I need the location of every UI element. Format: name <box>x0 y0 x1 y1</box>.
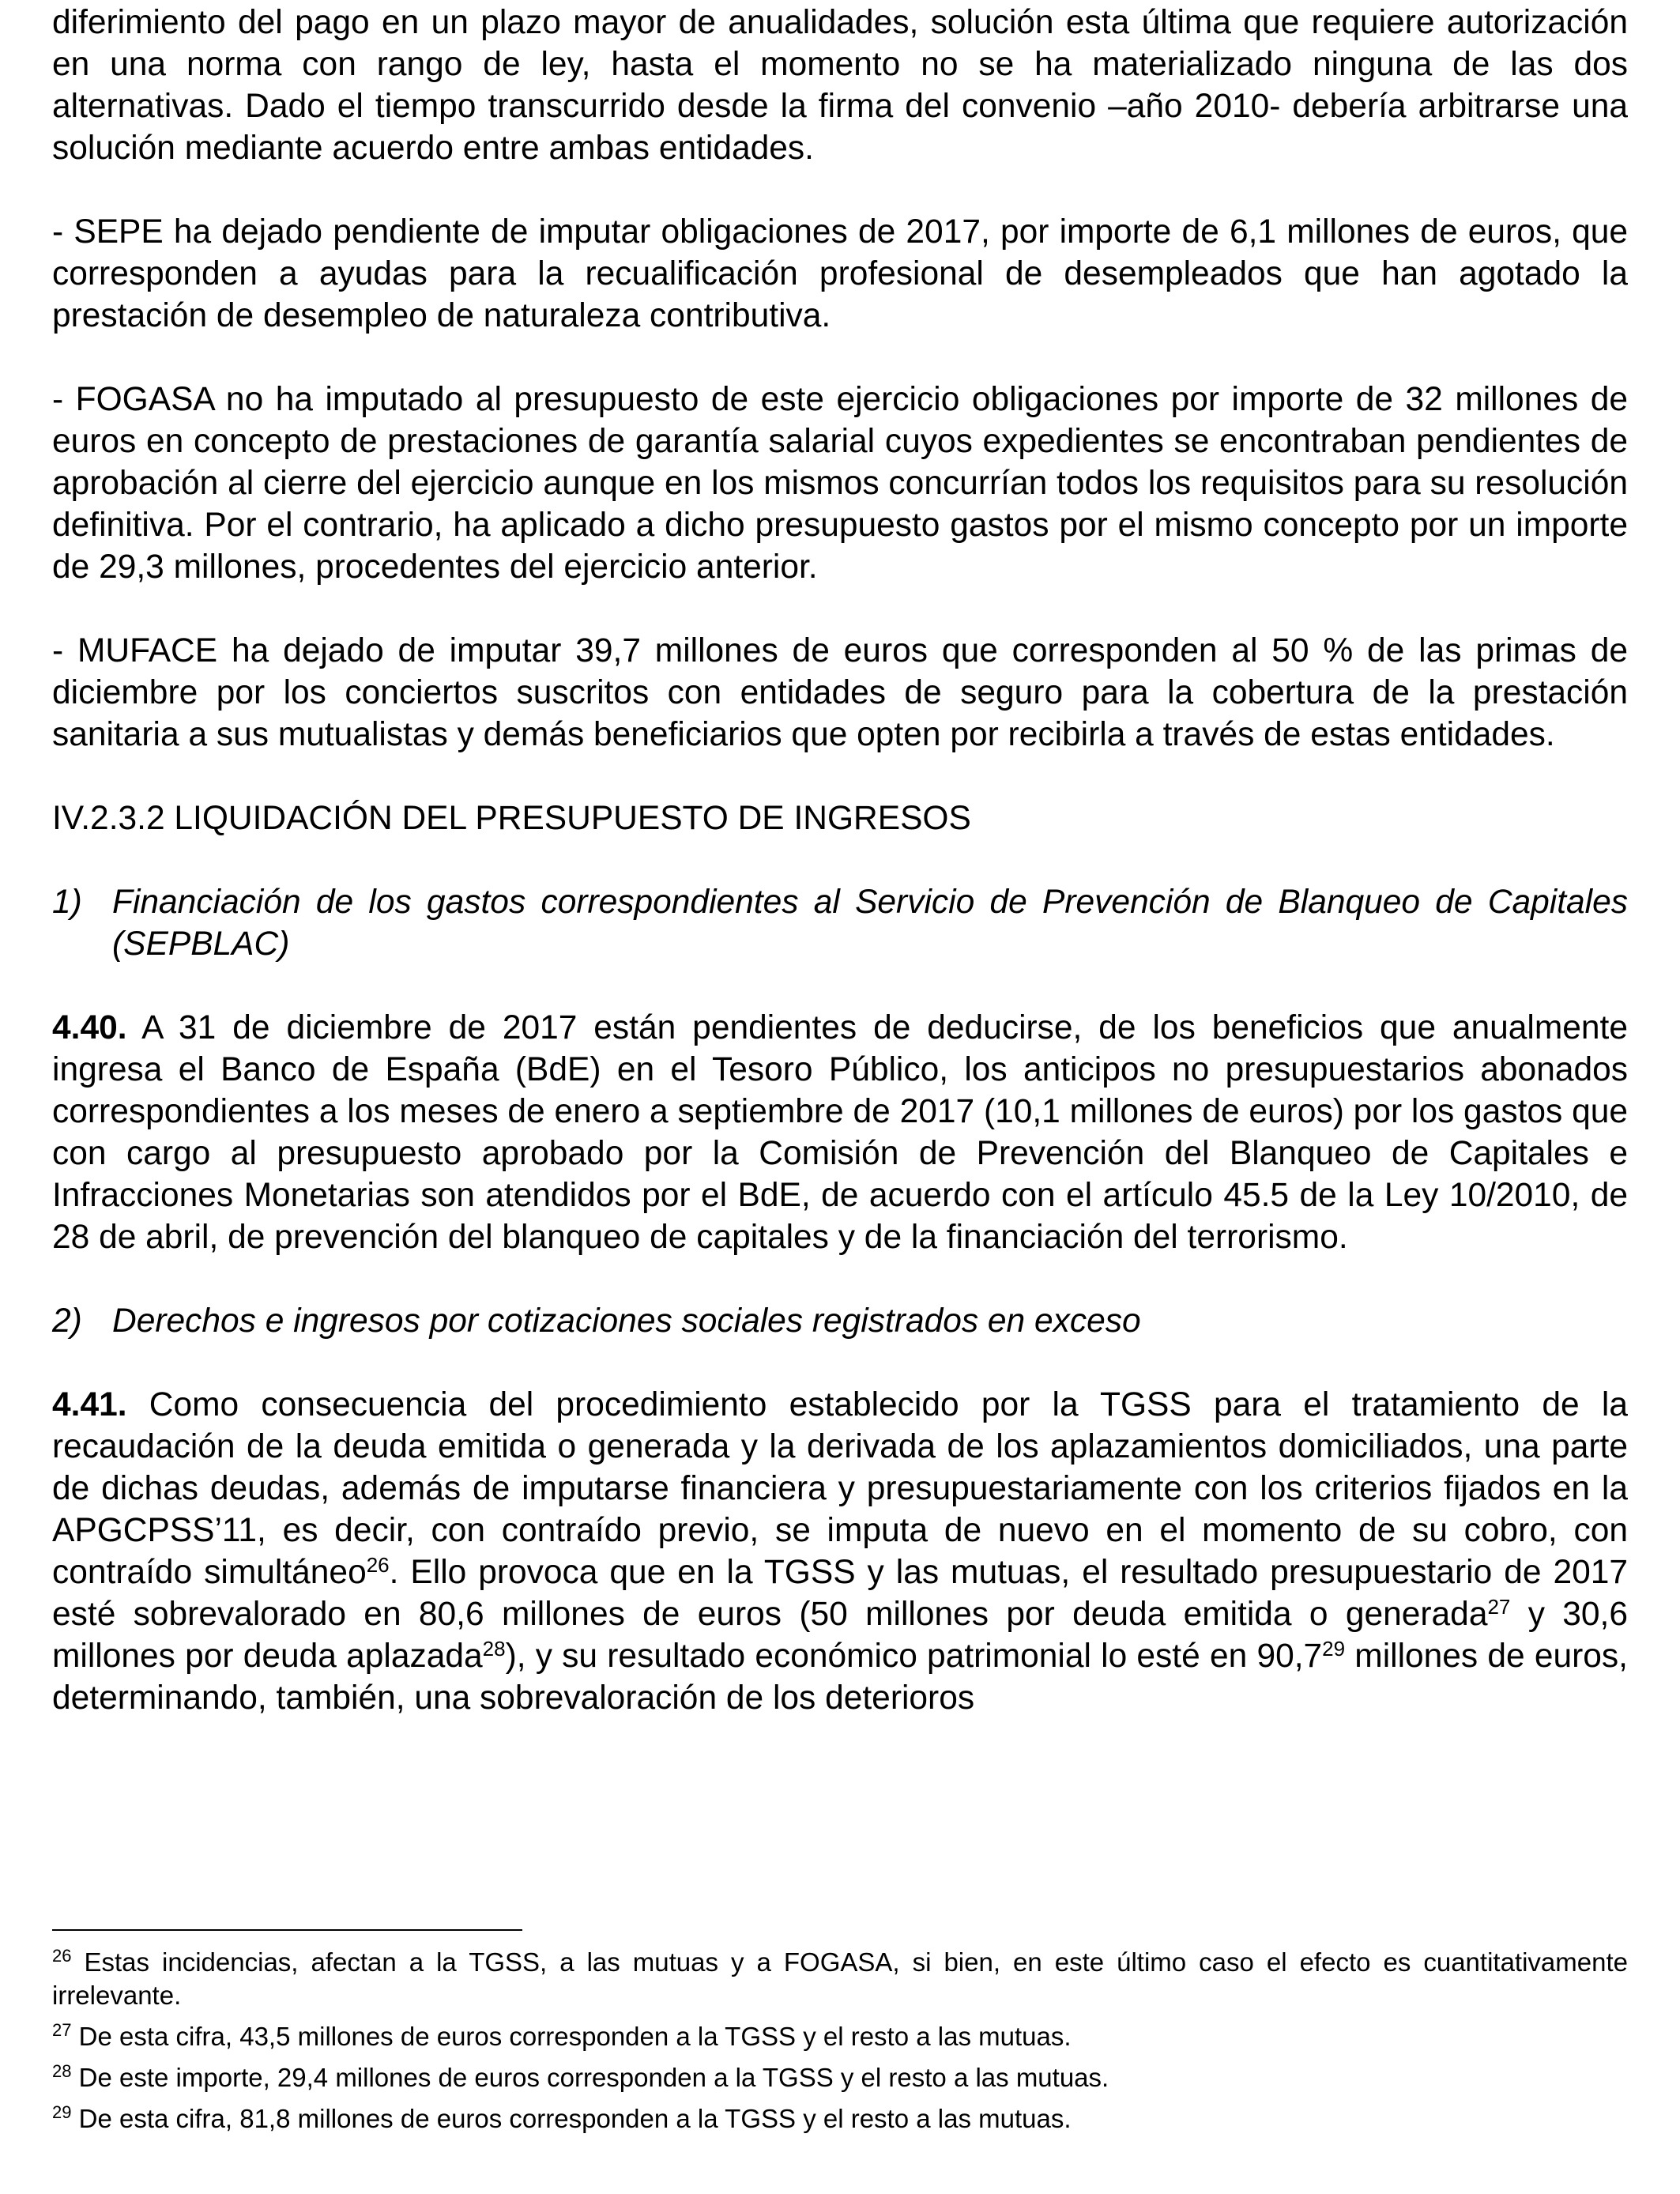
paragraph-number: 4.40. <box>52 1009 127 1046</box>
paragraph-text: Como consecuencia del procedimiento establecido por la TGSS para el tratamiento de la recaudación de la deuda emitida o generada y la derivada de los aplazamientos domiciliados, una parte de dichas deudas, además de imputarse financiera y presupuestariamente con los criterios fijados en la APGCPSS’11, es decir, con contraído previo, se imputa de nuevo en el momento de su cobro, con contraído simultáneo <box>52 1386 1628 1591</box>
footnote-29 <box>52 2102 1628 2136</box>
subsection-heading-2 <box>52 1300 1628 1342</box>
paragraph-text: A 31 de diciembre de 2017 están pendientes de deducirse, de los beneficios que anualmente ingresa el Banco de España (BdE) en el Tesoro Público, los anticipos no presupuestarios abonados correspondientes a los meses de enero a septiembre de 2017 (10,1 millones de euros) por los gastos que con cargo al presupuesto aprobado por la Comisión de Prevención del Blanqueo de Capitales e Infracciones Monetarias son atendidos por el BdE, de acuerdo con el artículo 45.5 de la Ley 10/2010, de 28 de abril, de prevención del blanqueo de capitales y de la financiación del terrorismo. <box>52 1009 1628 1256</box>
footnote-text: De esta cifra, 43,5 millones de euros corresponden a la TGSS y el resto a las mutuas. <box>71 2022 1072 2051</box>
paragraph-continuation: diferimiento del pago en un plazo mayor de anualidades, solución esta última que requiere autorización en una norma con rango de ley, hasta el momento no se ha materializado ninguna de las dos alternativas. Dado el tiempo transcurrido desde la firma del convenio –año 2010- debería arbitrarse una solución mediante acuerdo entre ambas entidades. <box>52 4 1628 167</box>
footnote-separator <box>52 1929 522 1931</box>
paragraph-text: . Ello provoca que en la TGSS y las mutuas, el resultado presupuestario de 2017 esté sobrevalorado en 80,6 millones de euros (50 millones por deuda emitida o generada <box>52 1554 1628 1633</box>
subsection-title: Financiación de los gastos correspondientes al Servicio de Prevención de Blanqueo de Capitales (SEPBLAC) <box>112 884 1628 963</box>
footnote-number: 28 <box>52 2061 72 2081</box>
document-page <box>52 0 1628 1719</box>
footnote-number: 26 <box>52 1946 72 1966</box>
footnote-text: De este importe, 29,4 millones de euros corresponden a la TGSS y el resto a las mutuas. <box>71 2063 1109 2092</box>
paragraph-sepe: - SEPE ha dejado pendiente de imputar obligaciones de 2017, por importe de 6,1 millones de euros, que corresponden a ayudas para la recualificación profesional de desempleados que han agotado la prestación de desempleo de naturaleza contributiva. <box>52 213 1628 334</box>
footnotes <box>52 1946 1628 2136</box>
footnote-ref-27: 27 <box>1487 1595 1511 1619</box>
footnote-number: 27 <box>52 2020 72 2040</box>
paragraph-4-40 <box>52 1007 1628 1258</box>
paragraph-text: millones de euros, determinando, también, una sobrevaloración de los deterioros <box>52 1638 1628 1717</box>
paragraph-4-41 <box>52 1384 1628 1719</box>
footnote-ref-29: 29 <box>1322 1637 1346 1661</box>
footnote-28 <box>52 2061 1628 2094</box>
paragraph-text: ), y su resultado económico patrimonial lo esté en 90,7 <box>505 1638 1323 1675</box>
paragraph-muface: - MUFACE ha dejado de imputar 39,7 millones de euros que corresponden al 50 % de las primas de diciembre por los conciertos suscritos con entidades de seguro para la cobertura de la prestación sanitaria a sus mutualistas y demás beneficiarios que opten por recibirla a través de estas entidades. <box>52 632 1628 753</box>
paragraph-text: y 30,6 millones por deuda aplazada <box>52 1596 1628 1675</box>
footnote-27 <box>52 2020 1628 2053</box>
subsection-number: 1) <box>52 884 82 921</box>
footnote-26 <box>52 1946 1628 2012</box>
subsection-title: Derechos e ingresos por cotizaciones sociales registrados en exceso <box>112 1302 1141 1340</box>
footnote-text: De esta cifra, 81,8 millones de euros corresponden a la TGSS y el resto a las mutuas. <box>71 2104 1072 2133</box>
section-heading: IV.2.3.2 LIQUIDACIÓN DEL PRESUPUESTO DE INGRESOS <box>52 800 971 837</box>
footnote-number: 29 <box>52 2102 72 2122</box>
subsection-heading-1 <box>52 881 1628 965</box>
paragraph-fogasa: - FOGASA no ha imputado al presupuesto de este ejercicio obligaciones por importe de 32 millones de euros en concepto de prestaciones de garantía salarial cuyos expedientes se encontraban pendientes de aprobación al cierre del ejercicio aunque en los mismos concurrían todos los requisitos para su resolución definitiva. Por el contrario, ha aplicado a dicho presupuesto gastos por el mismo concepto por un importe de 29,3 millones, procedentes del ejercicio anterior. <box>52 381 1628 586</box>
footnote-ref-28: 28 <box>482 1637 506 1661</box>
footnote-ref-26: 26 <box>366 1553 390 1577</box>
subsection-number: 2) <box>52 1302 82 1340</box>
footnote-text: Estas incidencias, afectan a la TGSS, a las mutuas y a FOGASA, si bien, en este último caso el efecto es cuantitativamente irrelevante. <box>52 1947 1628 2010</box>
paragraph-number: 4.41. <box>52 1386 127 1423</box>
